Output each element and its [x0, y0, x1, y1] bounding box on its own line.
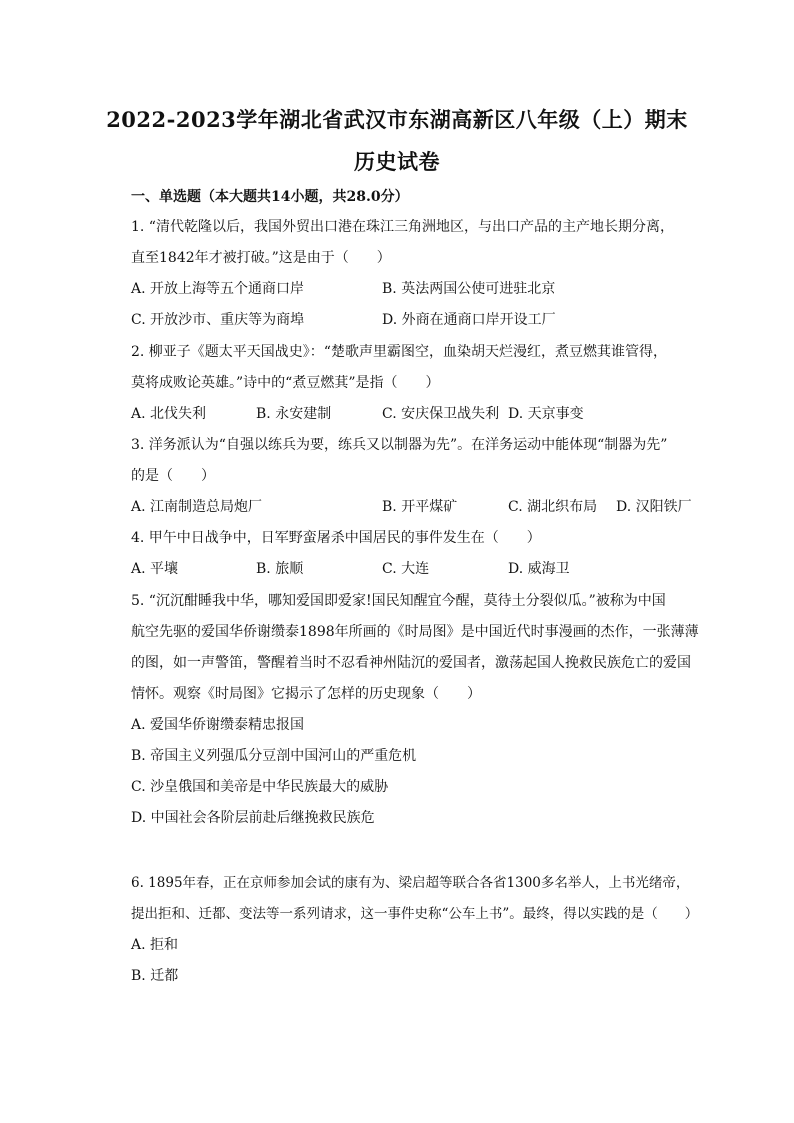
- question-5-text-cont-3: 情怀。观察《时局图》它揭示了怎样的历史现象（ ）: [131, 686, 481, 702]
- question-5-text-cont-2: 的图，如一声警笛，警醒着当时不忍看神州陆沉的爱国者，激荡起国人挽救民族危亡的爱国: [131, 655, 691, 671]
- question-2-option-d[interactable]: D. 天京事变: [508, 406, 584, 422]
- section-heading: 一、单选题（本大题共14小题，共28.0分）: [131, 189, 409, 205]
- question-2-text: 2. 柳亚子《题太平天国战史》：“楚歌声里霸图空，血染胡天烂漫红，煮豆燃萁谁管得，: [131, 344, 667, 360]
- question-4-option-b[interactable]: B. 旅顺: [256, 561, 304, 577]
- question-3-option-a[interactable]: A. 江南制造总局炮厂: [131, 499, 263, 515]
- question-1-option-a[interactable]: A. 开放上海等五个通商口岸: [131, 281, 305, 297]
- question-6-text-cont: 提出拒和、迁都、变法等一系列请求，这一事件史称“公车上书”。最终，得以实践的是（ ）: [131, 906, 699, 922]
- question-1-option-c[interactable]: C. 开放沙市、重庆等为商埠: [131, 312, 305, 328]
- question-1-text: 1. “清代乾隆以后，我国外贸出口港在珠江三角洲地区，与出口产品的主产地长期分离，: [131, 219, 674, 235]
- question-6-text: 6. 1895年春，正在京师参加会试的康有为、梁启超等联合各省1300多名举人，上书光绪帝，: [131, 875, 690, 891]
- question-5-option-d[interactable]: D. 中国社会各阶层前赴后继挽救民族危: [131, 810, 375, 826]
- exam-subtitle: 历史试卷: [354, 149, 440, 174]
- question-5-text-cont-1: 航空先驱的爱国华侨谢缵泰1898年所画的《时局图》是中国近代时事漫画的杰作，一张薄薄: [131, 624, 699, 640]
- question-2-option-c[interactable]: C. 安庆保卫战失利: [382, 406, 500, 422]
- question-3-option-c[interactable]: C. 湖北织布局: [508, 499, 598, 515]
- question-5-text: 5. “沉沉酣睡我中华，哪知爱国即爱家!国民知醒宜今醒，莫待土分裂似瓜。”被称为中国: [131, 593, 666, 609]
- question-1-option-b[interactable]: B. 英法两国公使可进驻北京: [382, 281, 556, 297]
- question-2-text-cont: 莫将成败论英雄。”诗中的“煮豆燃萁”是指（ ）: [131, 375, 440, 391]
- question-1-option-d[interactable]: D. 外商在通商口岸开设工厂: [382, 312, 556, 328]
- question-4-option-a[interactable]: A. 平壤: [131, 561, 179, 577]
- question-3-text: 3. 洋务派认为“自强以练兵为要，练兵又以制器为先”。在洋务运动中能体现“制器为先”: [131, 437, 668, 453]
- question-5-option-c[interactable]: C. 沙皇俄国和美帝是中华民族最大的威胁: [131, 779, 389, 795]
- question-1-text-cont: 直至1842年才被打破。”这是由于（ ）: [131, 250, 391, 266]
- question-6-option-b[interactable]: B. 迁都: [131, 968, 179, 984]
- question-3-option-b[interactable]: B. 开平煤矿: [382, 499, 458, 515]
- question-5-option-b[interactable]: B. 帝国主义列强瓜分豆剖中国河山的严重危机: [131, 748, 417, 764]
- question-6-option-a[interactable]: A. 拒和: [131, 937, 179, 953]
- question-4-text: 4. 甲午中日战争中，日军野蛮屠杀中国居民的事件发生在（ ）: [131, 530, 541, 546]
- question-3-text-cont: 的是（ ）: [131, 468, 215, 484]
- question-3-option-d[interactable]: D. 汉阳铁厂: [616, 499, 692, 515]
- question-2-option-a[interactable]: A. 北伐失利: [131, 406, 207, 422]
- question-4-option-d[interactable]: D. 威海卫: [508, 561, 570, 577]
- question-2-option-b[interactable]: B. 永安建制: [256, 406, 332, 422]
- exam-title: 2022-2023学年湖北省武汉市东湖高新区八年级（上）期末: [106, 107, 688, 132]
- question-4-option-c[interactable]: C. 大连: [382, 561, 430, 577]
- question-5-option-a[interactable]: A. 爱国华侨谢缵泰精忠报国: [131, 717, 305, 733]
